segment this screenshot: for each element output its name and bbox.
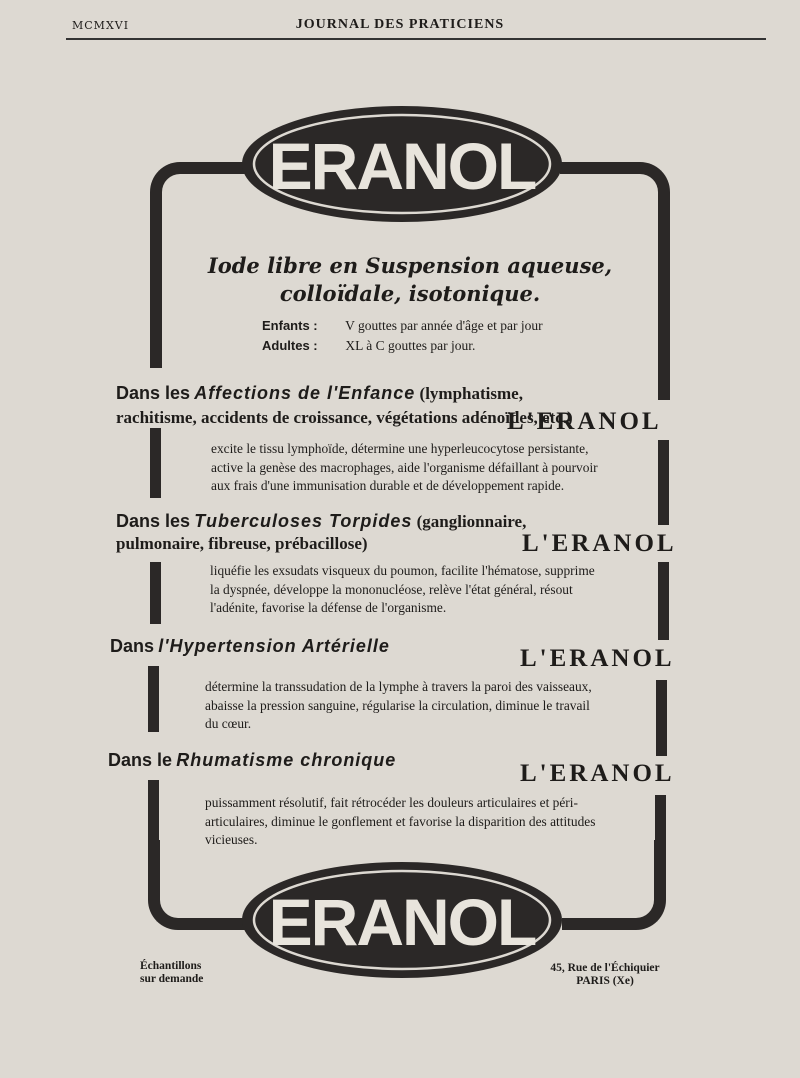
section-title: Affections de l'Enfance (194, 383, 416, 403)
section-heading (116, 383, 523, 404)
section-lead: Dans les (116, 511, 191, 531)
section-body (205, 678, 592, 734)
product-name: L'ERANOL (520, 760, 675, 787)
product-name: L'ERANOL (520, 645, 675, 672)
section-heading-line2: pulmonaire, fibreuse, prébacillose) (116, 534, 368, 553)
body-line: puissamment résolutif, fait rétrocéder les douleurs articulaires et péri- (205, 795, 578, 810)
frame-left-bar (150, 428, 161, 498)
frame-corner-top-right (560, 162, 670, 252)
frame-left-bar (148, 780, 159, 842)
header-rule (66, 38, 766, 40)
section-title: l'Hypertension Artérielle (158, 636, 390, 656)
section-heading (116, 511, 526, 532)
samples-line2: sur demande (140, 973, 204, 985)
tagline-line1: Iode libre en Suspension aqueuse, (207, 253, 613, 278)
frame-right-bar (656, 680, 667, 756)
body-line: l'adénite, favorise la défense de l'organisme. (210, 600, 447, 615)
tagline (160, 252, 660, 308)
body-line: abaisse la pression sanguine, régularise la circulation, diminue le travail (205, 697, 590, 713)
body-line: vicieuses. (205, 832, 258, 847)
product-name: L'ERANOL (507, 408, 662, 435)
frame-right-bar (655, 795, 666, 842)
body-line: liquéfie les exsudats visqueux du poumon, facilite l'hématose, supprime (210, 563, 595, 578)
section-title: Rhumatisme chronique (176, 750, 397, 770)
dosage-value: XL à C gouttes par jour. (345, 338, 476, 353)
body-line: active la genèse des macrophages, aide l'organisme défaillant à pourvoir (211, 459, 598, 475)
dosage-value: V gouttes par année d'âge et par jour (345, 318, 543, 333)
section-title: Tuberculoses Torpides (194, 511, 413, 531)
address (540, 962, 670, 988)
samples-line1: Échantillons (140, 960, 202, 972)
journal-title: JOURNAL DES PRATICIENS (295, 17, 505, 32)
header-year: MCMXVI (72, 19, 130, 32)
body-line: la dyspnée, développe la mononucléose, relève l'état général, résout (210, 581, 573, 597)
body-line: articulaires, diminue le gonflement et favorise la disparition des attitudes (205, 813, 596, 829)
frame-corner-bottom-right (562, 840, 666, 930)
logo-wordmark: ERANOL (268, 129, 536, 203)
body-line: détermine la transsudation de la lymphe à travers la paroi des vaisseaux, (205, 679, 592, 694)
section-heading-line2: rachitisme, accidents de croissance, végétations adénoïdes, etc.) (116, 408, 573, 427)
section-lead: Dans le (108, 750, 173, 770)
frame-left-bar (150, 562, 161, 624)
address-line2: PARIS (Xe) (576, 975, 634, 987)
dosage-row (262, 318, 543, 334)
section-heading (110, 636, 390, 657)
dosage-row (262, 338, 475, 354)
frame-right-bar (658, 440, 669, 525)
section-body (205, 794, 595, 850)
body-line: excite le tissu lymphoïde, détermine une hyperleucocytose persistante, (211, 441, 589, 456)
product-name: L'ERANOL (522, 530, 677, 557)
frame-left-bar (148, 666, 159, 732)
tagline-line2: colloïdale, isotonique. (279, 281, 541, 306)
address-line1: 45, Rue de l'Échiquier (550, 962, 660, 974)
frame-right-bar (658, 562, 669, 640)
eranol-logo-bottom (240, 860, 564, 980)
eranol-logo-top (240, 104, 564, 224)
section-heading (108, 750, 396, 771)
section-title-rest: (lymphatisme, (419, 384, 523, 403)
logo-wordmark: ERANOL (268, 885, 536, 959)
section-body (211, 440, 598, 496)
body-line: aux frais d'une immunisation durable et de développement rapide. (211, 478, 565, 493)
dosage-label: Adultes : (262, 338, 318, 353)
dosage-label: Enfants : (262, 318, 318, 333)
samples-note (140, 960, 203, 986)
section-body (210, 562, 595, 618)
section-lead: Dans les (116, 383, 191, 403)
body-line: du cœur. (205, 716, 252, 731)
section-title-rest: (ganglionnaire, (416, 512, 527, 531)
frame-corner-bottom-left (148, 840, 252, 930)
section-lead: Dans (110, 636, 155, 656)
